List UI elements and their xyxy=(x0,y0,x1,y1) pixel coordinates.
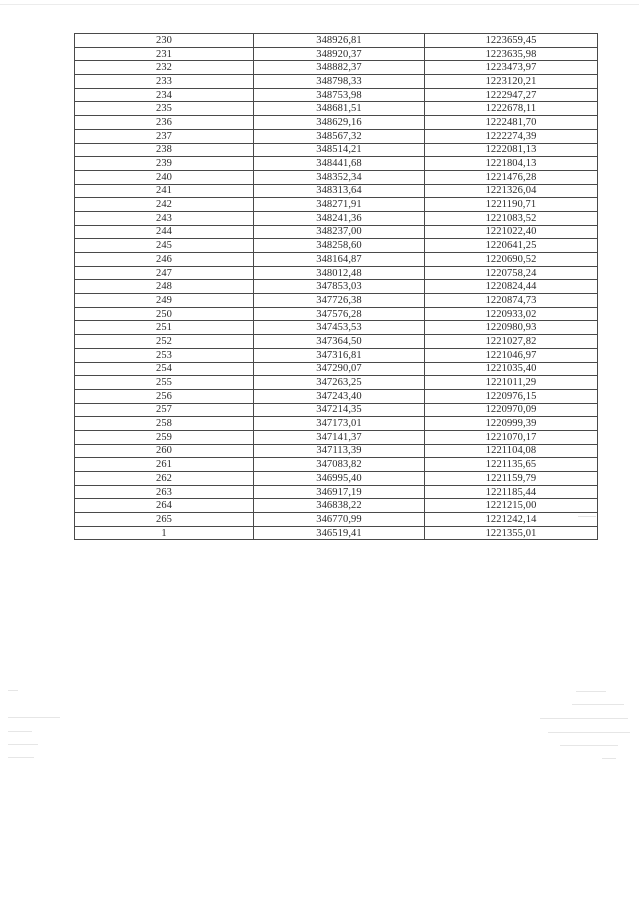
point-number-cell: 236 xyxy=(75,116,254,130)
table-row xyxy=(75,389,598,403)
x-coordinate-cell: 347290,07 xyxy=(254,362,425,376)
x-coordinate-cell: 347853,03 xyxy=(254,280,425,294)
point-number-cell: 261 xyxy=(75,458,254,472)
y-coordinate-cell: 1221185,44 xyxy=(425,485,598,499)
point-number-cell: 233 xyxy=(75,75,254,89)
y-coordinate-cell: 1222481,70 xyxy=(425,116,598,130)
point-number-cell: 263 xyxy=(75,485,254,499)
x-coordinate-cell: 346519,41 xyxy=(254,526,425,540)
table-row xyxy=(75,485,598,499)
y-coordinate-cell: 1221035,40 xyxy=(425,362,598,376)
x-coordinate-cell: 346917,19 xyxy=(254,485,425,499)
table-row xyxy=(75,376,598,390)
scan-artifact xyxy=(8,757,34,758)
x-coordinate-cell: 348681,51 xyxy=(254,102,425,116)
point-number-cell: 257 xyxy=(75,403,254,417)
table-row xyxy=(75,458,598,472)
table-row xyxy=(75,472,598,486)
table-row xyxy=(75,417,598,431)
point-number-cell: 230 xyxy=(75,34,254,48)
table-row xyxy=(75,430,598,444)
point-number-cell: 235 xyxy=(75,102,254,116)
table-row xyxy=(75,307,598,321)
point-number-cell: 251 xyxy=(75,321,254,335)
y-coordinate-cell: 1223473,97 xyxy=(425,61,598,75)
point-number-cell: 231 xyxy=(75,47,254,61)
table-row xyxy=(75,253,598,267)
y-coordinate-cell: 1221190,71 xyxy=(425,198,598,212)
point-number-cell: 264 xyxy=(75,499,254,513)
scan-artifact xyxy=(548,732,630,733)
y-coordinate-cell: 1221070,17 xyxy=(425,430,598,444)
y-coordinate-cell: 1221326,04 xyxy=(425,184,598,198)
x-coordinate-cell: 347173,01 xyxy=(254,417,425,431)
y-coordinate-cell: 1220690,52 xyxy=(425,253,598,267)
table-row xyxy=(75,513,598,527)
point-number-cell: 255 xyxy=(75,376,254,390)
y-coordinate-cell: 1221215,00 xyxy=(425,499,598,513)
x-coordinate-cell: 348241,36 xyxy=(254,211,425,225)
point-number-cell: 242 xyxy=(75,198,254,212)
x-coordinate-cell: 346838,22 xyxy=(254,499,425,513)
table-row xyxy=(75,225,598,239)
x-coordinate-cell: 348313,64 xyxy=(254,184,425,198)
point-number-cell: 259 xyxy=(75,430,254,444)
y-coordinate-cell: 1221027,82 xyxy=(425,335,598,349)
point-number-cell: 238 xyxy=(75,143,254,157)
point-number-cell: 232 xyxy=(75,61,254,75)
x-coordinate-cell: 346995,40 xyxy=(254,472,425,486)
point-number-cell: 243 xyxy=(75,211,254,225)
coordinates-table-body xyxy=(75,34,598,540)
x-coordinate-cell: 348567,32 xyxy=(254,129,425,143)
y-coordinate-cell: 1220641,25 xyxy=(425,239,598,253)
y-coordinate-cell: 1221159,79 xyxy=(425,472,598,486)
table-row xyxy=(75,362,598,376)
y-coordinate-cell: 1220999,39 xyxy=(425,417,598,431)
table-row xyxy=(75,321,598,335)
scan-artifact xyxy=(560,745,618,746)
point-number-cell: 246 xyxy=(75,253,254,267)
x-coordinate-cell: 348920,37 xyxy=(254,47,425,61)
x-coordinate-cell: 347576,28 xyxy=(254,307,425,321)
y-coordinate-cell: 1221804,13 xyxy=(425,157,598,171)
table-row xyxy=(75,499,598,513)
x-coordinate-cell: 348629,16 xyxy=(254,116,425,130)
y-coordinate-cell: 1222678,11 xyxy=(425,102,598,116)
y-coordinate-cell: 1220970,09 xyxy=(425,403,598,417)
table-row xyxy=(75,198,598,212)
point-number-cell: 245 xyxy=(75,239,254,253)
point-number-cell: 237 xyxy=(75,129,254,143)
scan-artifact xyxy=(540,718,628,719)
y-coordinate-cell: 1223659,45 xyxy=(425,34,598,48)
table-row xyxy=(75,116,598,130)
x-coordinate-cell: 348798,33 xyxy=(254,75,425,89)
scan-mark xyxy=(578,516,596,517)
table-row xyxy=(75,157,598,171)
point-number-cell: 256 xyxy=(75,389,254,403)
scan-artifact xyxy=(8,717,60,718)
x-coordinate-cell: 348753,98 xyxy=(254,88,425,102)
table-row xyxy=(75,88,598,102)
x-coordinate-cell: 348352,34 xyxy=(254,170,425,184)
x-coordinate-cell: 346770,99 xyxy=(254,513,425,527)
x-coordinate-cell: 347113,39 xyxy=(254,444,425,458)
scan-artifact xyxy=(572,704,624,705)
y-coordinate-cell: 1223635,98 xyxy=(425,47,598,61)
x-coordinate-cell: 348258,60 xyxy=(254,239,425,253)
y-coordinate-cell: 1221355,01 xyxy=(425,526,598,540)
y-coordinate-cell: 1221135,65 xyxy=(425,458,598,472)
y-coordinate-cell: 1221476,28 xyxy=(425,170,598,184)
scan-edge-line xyxy=(0,4,639,5)
y-coordinate-cell: 1220980,93 xyxy=(425,321,598,335)
point-number-cell: 249 xyxy=(75,294,254,308)
x-coordinate-cell: 347214,35 xyxy=(254,403,425,417)
y-coordinate-cell: 1222947,27 xyxy=(425,88,598,102)
point-number-cell: 1 xyxy=(75,526,254,540)
y-coordinate-cell: 1220933,02 xyxy=(425,307,598,321)
x-coordinate-cell: 347243,40 xyxy=(254,389,425,403)
coordinates-table xyxy=(74,33,598,540)
x-coordinate-cell: 348514,21 xyxy=(254,143,425,157)
point-number-cell: 239 xyxy=(75,157,254,171)
point-number-cell: 253 xyxy=(75,348,254,362)
x-coordinate-cell: 347083,82 xyxy=(254,458,425,472)
point-number-cell: 254 xyxy=(75,362,254,376)
table-row xyxy=(75,184,598,198)
y-coordinate-cell: 1223120,21 xyxy=(425,75,598,89)
point-number-cell: 248 xyxy=(75,280,254,294)
table-row xyxy=(75,266,598,280)
x-coordinate-cell: 347453,53 xyxy=(254,321,425,335)
table-row xyxy=(75,34,598,48)
point-number-cell: 250 xyxy=(75,307,254,321)
y-coordinate-cell: 1222274,39 xyxy=(425,129,598,143)
y-coordinate-cell: 1221022,40 xyxy=(425,225,598,239)
y-coordinate-cell: 1220758,24 xyxy=(425,266,598,280)
table-row xyxy=(75,47,598,61)
scan-artifact xyxy=(602,758,616,759)
x-coordinate-cell: 348441,68 xyxy=(254,157,425,171)
y-coordinate-cell: 1221242,14 xyxy=(425,513,598,527)
y-coordinate-cell: 1221046,97 xyxy=(425,348,598,362)
y-coordinate-cell: 1220824,44 xyxy=(425,280,598,294)
table-row xyxy=(75,61,598,75)
x-coordinate-cell: 347263,25 xyxy=(254,376,425,390)
x-coordinate-cell: 348882,37 xyxy=(254,61,425,75)
x-coordinate-cell: 347364,50 xyxy=(254,335,425,349)
x-coordinate-cell: 348237,00 xyxy=(254,225,425,239)
table-row xyxy=(75,294,598,308)
y-coordinate-cell: 1221104,08 xyxy=(425,444,598,458)
x-coordinate-cell: 348164,87 xyxy=(254,253,425,267)
table-row xyxy=(75,526,598,540)
point-number-cell: 265 xyxy=(75,513,254,527)
x-coordinate-cell: 348271,91 xyxy=(254,198,425,212)
x-coordinate-cell: 348012,48 xyxy=(254,266,425,280)
y-coordinate-cell: 1221011,29 xyxy=(425,376,598,390)
x-coordinate-cell: 347316,81 xyxy=(254,348,425,362)
point-number-cell: 252 xyxy=(75,335,254,349)
x-coordinate-cell: 347141,37 xyxy=(254,430,425,444)
y-coordinate-cell: 1220976,15 xyxy=(425,389,598,403)
table-row xyxy=(75,143,598,157)
table-row xyxy=(75,170,598,184)
table-row xyxy=(75,335,598,349)
x-coordinate-cell: 348926,81 xyxy=(254,34,425,48)
point-number-cell: 258 xyxy=(75,417,254,431)
y-coordinate-cell: 1222081,13 xyxy=(425,143,598,157)
table-row xyxy=(75,129,598,143)
scan-artifact xyxy=(576,691,606,692)
table-row xyxy=(75,280,598,294)
y-coordinate-cell: 1220874,73 xyxy=(425,294,598,308)
table-row xyxy=(75,102,598,116)
table-row xyxy=(75,239,598,253)
point-number-cell: 260 xyxy=(75,444,254,458)
scan-artifact xyxy=(8,731,32,732)
table-row xyxy=(75,75,598,89)
point-number-cell: 234 xyxy=(75,88,254,102)
point-number-cell: 241 xyxy=(75,184,254,198)
scan-artifact xyxy=(8,690,18,691)
x-coordinate-cell: 347726,38 xyxy=(254,294,425,308)
point-number-cell: 247 xyxy=(75,266,254,280)
table-row xyxy=(75,444,598,458)
point-number-cell: 244 xyxy=(75,225,254,239)
point-number-cell: 240 xyxy=(75,170,254,184)
point-number-cell: 262 xyxy=(75,472,254,486)
table-row xyxy=(75,403,598,417)
table-row xyxy=(75,348,598,362)
scan-artifact xyxy=(8,744,38,745)
y-coordinate-cell: 1221083,52 xyxy=(425,211,598,225)
table-row xyxy=(75,211,598,225)
